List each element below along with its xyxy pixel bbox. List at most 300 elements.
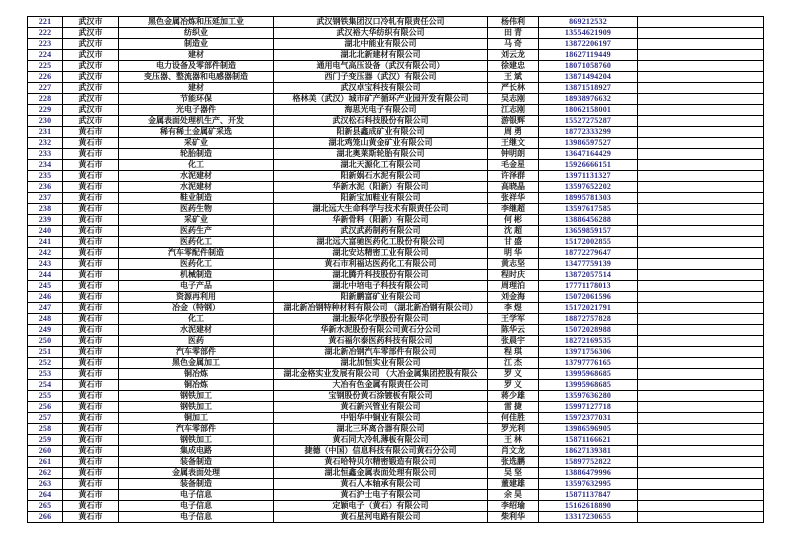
table-row [28,138,764,149]
blank-cell [638,94,764,105]
city-cell: 黄石市 [63,149,119,160]
phone-cell: 13647164429 [539,149,638,160]
blank-cell [638,380,764,391]
phone-cell: 15172002855 [539,237,638,248]
industry-cell: 钢铁加工 [119,435,274,446]
company-cell: 湖北北新建材有限公司 [274,50,488,61]
row-number-cell: 250 [28,336,63,347]
row-number-cell: 253 [28,369,63,380]
table-row [28,336,764,347]
industry-cell: 制造业 [119,39,274,50]
blank-cell [638,226,764,237]
company-cell: 武汉钢铁集团汉口冷轧有限责任公司 [274,17,488,28]
phone-cell: 18772333299 [539,127,638,138]
contact-cell: 何佳胜 [488,413,539,424]
table-row [28,171,764,182]
table-row [28,248,764,259]
city-cell: 黄石市 [63,391,119,402]
table-row [28,468,764,479]
contact-cell: 钟明朗 [488,149,539,160]
city-cell: 黄石市 [63,138,119,149]
row-number-cell: 261 [28,457,63,468]
industry-cell: 电子信息 [119,501,274,512]
table-row [28,270,764,281]
industry-cell: 钢铁加工 [119,391,274,402]
phone-cell: 15897752822 [539,457,638,468]
contact-cell: 王继文 [488,138,539,149]
table-row [28,490,764,501]
table-row [28,402,764,413]
blank-cell [638,105,764,116]
table-row [28,28,764,39]
table-row [28,105,764,116]
company-cell: 黄石沪士电子有限公司 [274,490,488,501]
table-row [28,391,764,402]
company-cell: 武汉裕大华纺织有限公司 [274,28,488,39]
city-cell: 黄石市 [63,424,119,435]
company-cell: 武汉武药制药有限公司 [274,226,488,237]
contact-cell: 马 奇 [488,39,539,50]
row-number-cell: 223 [28,39,63,50]
contact-cell: 高晓晶 [488,182,539,193]
row-number-cell: 255 [28,391,63,402]
phone-cell: 15926666151 [539,160,638,171]
row-number-cell: 254 [28,380,63,391]
phone-cell: 13597652202 [539,182,638,193]
phone-cell: 15072061596 [539,292,638,303]
phone-cell: 18272169535 [539,336,638,347]
industry-cell: 金属表面处理机生产、开发 [119,116,274,127]
industry-cell: 医药化工 [119,237,274,248]
table-row [28,325,764,336]
phone-cell: 18938976632 [539,94,638,105]
row-number-cell: 251 [28,347,63,358]
table-body [28,17,764,523]
company-cell: 武汉松石科技股份有限公司 [274,116,488,127]
phone-cell: 18071058760 [539,61,638,72]
company-cell: 定颖电子（黄石）有限公司 [274,501,488,512]
table-row [28,369,764,380]
contact-cell: 沈 超 [488,226,539,237]
company-cell: 湖北加恒实业有限公司 [274,358,488,369]
company-cell: 阳新县鑫成矿业有限公司 [274,127,488,138]
company-cell: 黄石哈特贝尔精密锻造有限公司 [274,457,488,468]
industry-cell: 电子产品 [119,281,274,292]
contact-cell: 王学军 [488,314,539,325]
phone-cell: 869212532 [539,17,638,28]
blank-cell [638,116,764,127]
industry-cell: 医药生产 [119,226,274,237]
phone-cell: 18995781303 [539,193,638,204]
phone-cell: 18772279647 [539,248,638,259]
table-row [28,17,764,28]
city-cell: 黄石市 [63,479,119,490]
row-number-cell: 236 [28,182,63,193]
contact-cell: 罗 义 [488,380,539,391]
row-number-cell: 239 [28,215,63,226]
company-cell: 湖北腾升科技股份有限公司 [274,270,488,281]
phone-cell: 15162618890 [539,501,638,512]
contact-cell: 何 彬 [488,215,539,226]
city-cell: 武汉市 [63,39,119,50]
row-number-cell: 235 [28,171,63,182]
industry-cell: 电子信息 [119,490,274,501]
city-cell: 黄石市 [63,501,119,512]
city-cell: 黄石市 [63,259,119,270]
table-row [28,116,764,127]
row-number-cell: 242 [28,248,63,259]
company-cell: 阳新娲石水泥有限公司 [274,171,488,182]
company-cell: 黄石福尔泰医药科技有限公司 [274,336,488,347]
row-number-cell: 227 [28,83,63,94]
company-cell: 宝钢股份黄石涂镀板有限公司 [274,391,488,402]
city-cell: 黄石市 [63,490,119,501]
blank-cell [638,160,764,171]
contact-cell: 张选鹏 [488,457,539,468]
city-cell: 黄石市 [63,314,119,325]
industry-cell: 水泥建材 [119,325,274,336]
phone-cell: 13871518927 [539,83,638,94]
blank-cell [638,50,764,61]
contact-cell: 刘金海 [488,292,539,303]
table-row [28,50,764,61]
row-number-cell: 243 [28,259,63,270]
blank-cell [638,391,764,402]
row-number-cell: 246 [28,292,63,303]
table-row [28,446,764,457]
industry-cell: 纺织业 [119,28,274,39]
row-number-cell: 240 [28,226,63,237]
company-cell: 湖北鸡笼山黄金矿业有限公司 [274,138,488,149]
contact-cell: 周理泊 [488,281,539,292]
industry-cell: 钢铁加工 [119,402,274,413]
company-cell: 湖北新冶钢汽车零部件有限公司 [274,347,488,358]
industry-cell: 冶金（特钢） [119,303,274,314]
blank-cell [638,490,764,501]
company-cell: 湖北金格实业发展有限公司 （大冶金属集团控股有限公 [274,369,488,380]
industry-cell: 黑色金属冶炼和压延加工业 [119,17,274,28]
contact-cell: 周 勇 [488,127,539,138]
blank-cell [638,281,764,292]
city-cell: 黄石市 [63,127,119,138]
blank-cell [638,171,764,182]
row-number-cell: 245 [28,281,63,292]
phone-cell: 13317230655 [539,512,638,523]
phone-cell: 13971756306 [539,347,638,358]
industry-cell: 铜冶炼 [119,369,274,380]
contact-cell: 王 林 [488,435,539,446]
industry-cell: 采矿业 [119,215,274,226]
contact-cell: 程 琪 [488,347,539,358]
phone-cell: 13597617585 [539,204,638,215]
city-cell: 黄石市 [63,347,119,358]
city-cell: 黄石市 [63,182,119,193]
phone-cell: 15172021791 [539,303,638,314]
city-cell: 黄石市 [63,204,119,215]
contact-cell: 吴 坚 [488,468,539,479]
industry-cell: 光电子器件 [119,105,274,116]
company-cell: 湖北新冶钢特种材料有限公司 （湖北新冶钢有限公司） [274,303,488,314]
blank-cell [638,501,764,512]
city-cell: 黄石市 [63,457,119,468]
row-number-cell: 248 [28,314,63,325]
phone-cell: 13871494204 [539,72,638,83]
table-row [28,259,764,270]
row-number-cell: 244 [28,270,63,281]
table-row [28,215,764,226]
city-cell: 黄石市 [63,336,119,347]
blank-cell [638,512,764,523]
industry-cell: 电子信息 [119,512,274,523]
industry-cell: 铜冶炼 [119,380,274,391]
company-cell: 格林美（武汉）城市矿产循环产业园开发有限公司 [274,94,488,105]
industry-cell: 节能环保 [119,94,274,105]
city-cell: 黄石市 [63,380,119,391]
city-cell: 武汉市 [63,61,119,72]
blank-cell [638,413,764,424]
company-cell: 中铝华中铜业有限公司 [274,413,488,424]
industry-cell: 采矿业 [119,138,274,149]
blank-cell [638,325,764,336]
row-number-cell: 262 [28,468,63,479]
industry-cell: 医药化工 [119,259,274,270]
row-number-cell: 265 [28,501,63,512]
contact-cell: 张晨宇 [488,336,539,347]
company-cell: 湖北远大富驰医药化工股份有限公司 [274,237,488,248]
blank-cell [638,61,764,72]
industry-cell: 轮胎制造 [119,149,274,160]
city-cell: 黄石市 [63,193,119,204]
phone-cell: 13797776165 [539,358,638,369]
city-cell: 黄石市 [63,468,119,479]
company-cell: 大冶有色金属有限责任公司 [274,380,488,391]
industry-cell: 鞋业制造 [119,193,274,204]
row-number-cell: 226 [28,72,63,83]
phone-cell: 13971131327 [539,171,638,182]
table-row [28,457,764,468]
company-cell: 武汉卓宝科技有限公司 [274,83,488,94]
contact-cell: 毛金星 [488,160,539,171]
city-cell: 黄石市 [63,215,119,226]
contact-cell: 田 青 [488,28,539,39]
row-number-cell: 237 [28,193,63,204]
industry-cell: 集成电路 [119,446,274,457]
phone-cell: 13597632995 [539,479,638,490]
phone-cell: 13995968685 [539,369,638,380]
company-cell: 华新水泥股份有限公司黄石分公司 [274,325,488,336]
company-cell: 黄石市利福达医药化工有限公司 [274,259,488,270]
industry-cell: 汽车零配件制造 [119,248,274,259]
row-number-cell: 234 [28,160,63,171]
company-cell: 阳新宝加鞋业有限公司 [274,193,488,204]
row-number-cell: 233 [28,149,63,160]
row-number-cell: 266 [28,512,63,523]
company-cell: 湖北天源化工有限公司 [274,160,488,171]
company-cell: 西门子变压器（武汉）有限公司 [274,72,488,83]
city-cell: 黄石市 [63,413,119,424]
blank-cell [638,424,764,435]
contact-cell: 王 斌 [488,72,539,83]
blank-cell [638,237,764,248]
table-row [28,501,764,512]
company-cell: 黄石新兴管业有限公司 [274,402,488,413]
phone-cell: 13872057514 [539,270,638,281]
blank-cell [638,17,764,28]
phone-cell: 13554621909 [539,28,638,39]
industry-cell: 建材 [119,50,274,61]
phone-cell: 18062158001 [539,105,638,116]
table-row [28,292,764,303]
company-cell: 湖北振华化学股份有限公司 [274,314,488,325]
contact-cell: 余 昊 [488,490,539,501]
city-cell: 武汉市 [63,17,119,28]
contact-cell: 雷 捷 [488,402,539,413]
city-cell: 黄石市 [63,303,119,314]
industry-cell: 金属表面处理 [119,468,274,479]
contact-cell: 陈华云 [488,325,539,336]
table-row [28,435,764,446]
table-row [28,413,764,424]
table-row [28,72,764,83]
blank-cell [638,127,764,138]
blank-cell [638,292,764,303]
contact-cell: 罗 义 [488,369,539,380]
city-cell: 黄石市 [63,292,119,303]
contact-cell: 江 杰 [488,358,539,369]
contact-cell: 甘 盛 [488,237,539,248]
table-row [28,237,764,248]
blank-cell [638,270,764,281]
contact-cell: 严长林 [488,83,539,94]
row-number-cell: 259 [28,435,63,446]
phone-cell: 15527275287 [539,116,638,127]
phone-cell: 15997127718 [539,402,638,413]
table-row [28,314,764,325]
contact-cell: 李绍瑜 [488,501,539,512]
phone-cell: 17771178013 [539,281,638,292]
phone-cell: 13886456288 [539,215,638,226]
city-cell: 黄石市 [63,248,119,259]
blank-cell [638,149,764,160]
phone-cell: 13995968685 [539,380,638,391]
row-number-cell: 256 [28,402,63,413]
phone-cell: 13886479996 [539,468,638,479]
company-cell: 湖北安达精密工业有限公司 [274,248,488,259]
table-row [28,204,764,215]
table-row [28,94,764,105]
blank-cell [638,204,764,215]
table-row [28,303,764,314]
phone-cell: 15871137847 [539,490,638,501]
contact-cell: 程时庆 [488,270,539,281]
city-cell: 黄石市 [63,402,119,413]
row-number-cell: 258 [28,424,63,435]
industry-cell: 铜加工 [119,413,274,424]
row-number-cell: 224 [28,50,63,61]
contact-cell: 董建雄 [488,479,539,490]
row-number-cell: 225 [28,61,63,72]
company-cell: 黄石星河电路有限公司 [274,512,488,523]
row-number-cell: 260 [28,446,63,457]
contact-cell: 柴利华 [488,512,539,523]
phone-cell: 15871166621 [539,435,638,446]
city-cell: 武汉市 [63,28,119,39]
city-cell: 武汉市 [63,83,119,94]
blank-cell [638,259,764,270]
contact-cell: 黄志坚 [488,259,539,270]
industry-cell: 装备制造 [119,457,274,468]
industry-cell: 电力设备及零部件制造 [119,61,274,72]
industry-cell: 建材 [119,83,274,94]
contact-cell: 罗光利 [488,424,539,435]
industry-cell: 变压器、整流器和电感器制造 [119,72,274,83]
row-number-cell: 230 [28,116,63,127]
blank-cell [638,402,764,413]
industry-cell: 医药 [119,336,274,347]
company-cell: 湖北中能业有限公司 [274,39,488,50]
row-number-cell: 221 [28,17,63,28]
table-row [28,83,764,94]
company-cell: 捷德（中国）信息科技有限公司黄石分公司 [274,446,488,457]
company-cell: 通用电气高压设备（武汉有限公司） [274,61,488,72]
city-cell: 黄石市 [63,281,119,292]
city-cell: 武汉市 [63,72,119,83]
city-cell: 黄石市 [63,270,119,281]
industry-cell: 化工 [119,160,274,171]
table-row [28,193,764,204]
blank-cell [638,28,764,39]
blank-cell [638,193,764,204]
city-cell: 黄石市 [63,369,119,380]
contact-cell: 李继超 [488,204,539,215]
city-cell: 黄石市 [63,358,119,369]
blank-cell [638,248,764,259]
company-cell: 阳新鹏富矿业有限公司 [274,292,488,303]
city-cell: 黄石市 [63,160,119,171]
table-row [28,358,764,369]
industry-cell: 医药生物 [119,204,274,215]
contact-cell: 徐建忠 [488,61,539,72]
city-cell: 黄石市 [63,171,119,182]
blank-cell [638,468,764,479]
contact-cell: 吴志刚 [488,94,539,105]
table-row [28,380,764,391]
city-cell: 武汉市 [63,94,119,105]
contact-cell: 江志刚 [488,105,539,116]
company-cell: 湖北三环离合器有限公司 [274,424,488,435]
table-row [28,281,764,292]
table-row [28,160,764,171]
company-cell: 黄石人本轴承有限公司 [274,479,488,490]
industry-cell: 资源再利用 [119,292,274,303]
table-row [28,424,764,435]
table-row [28,127,764,138]
row-number-cell: 238 [28,204,63,215]
contact-cell: 许泽群 [488,171,539,182]
row-number-cell: 229 [28,105,63,116]
city-cell: 黄石市 [63,325,119,336]
blank-cell [638,72,764,83]
industry-cell: 汽车零部件 [119,424,274,435]
blank-cell [638,369,764,380]
contact-cell: 杨伟利 [488,17,539,28]
phone-cell: 18627119449 [539,50,638,61]
blank-cell [638,138,764,149]
blank-cell [638,303,764,314]
row-number-cell: 232 [28,138,63,149]
city-cell: 武汉市 [63,50,119,61]
blank-cell [638,182,764,193]
